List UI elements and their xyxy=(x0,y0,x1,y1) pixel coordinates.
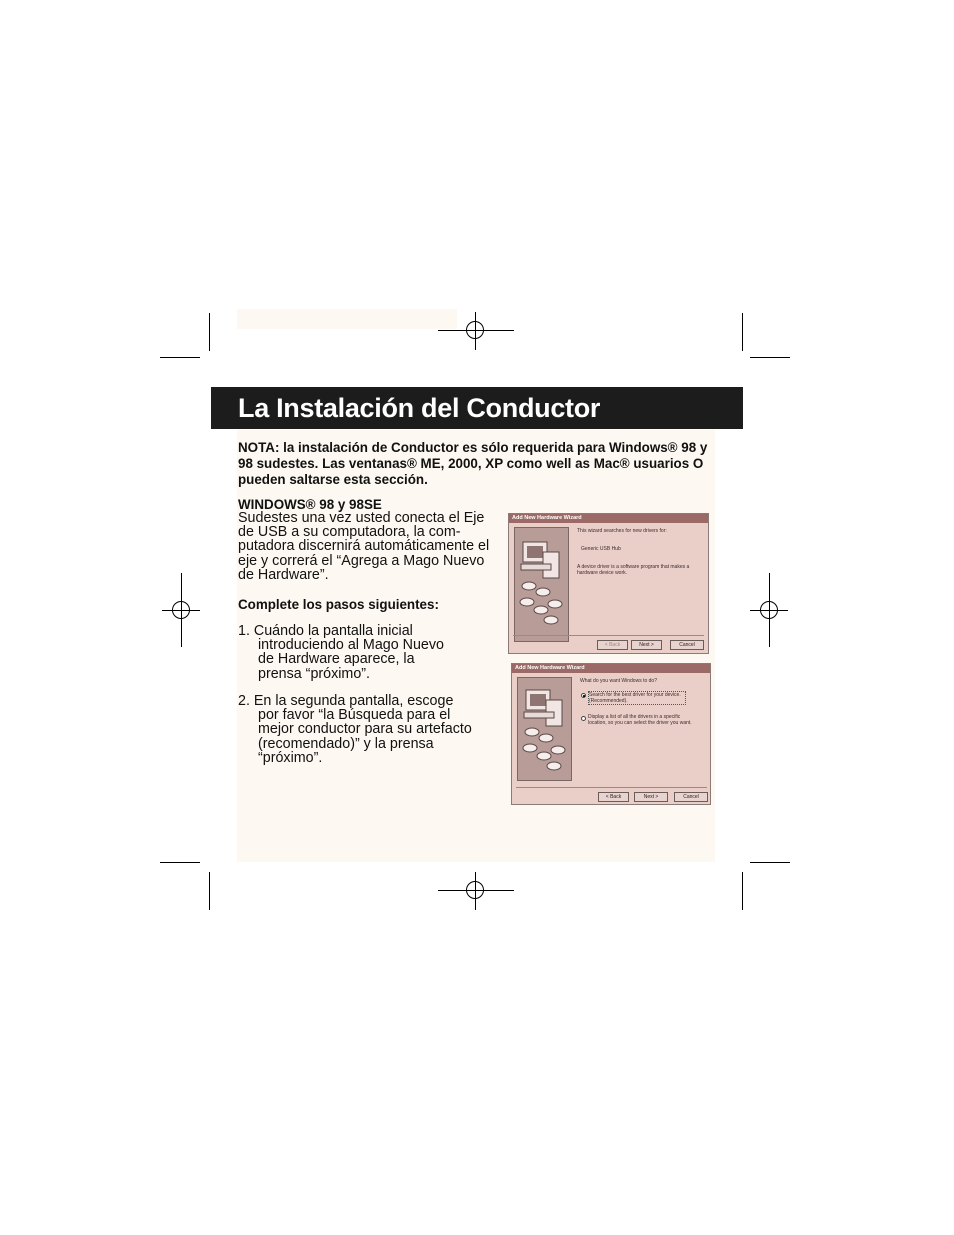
step-2-line: “próximo”. xyxy=(258,749,323,766)
back-button[interactable]: < Back xyxy=(597,640,628,650)
radio-display-list[interactable] xyxy=(581,716,586,721)
step-2 xyxy=(238,694,500,765)
wizard-2-separator xyxy=(516,787,707,788)
cancel-button[interactable]: Cancel xyxy=(674,792,708,802)
page-title: La Instalación del Conductor xyxy=(238,393,601,423)
note-text: NOTA: la instalación de Conductor es sólo requerida para Windows® 98 y 98 sudestes. Las ventanas® ME, 2000, XP como well as Mac® usuarios O pueden saltarse esta sección. xyxy=(238,440,708,487)
step-2-line: mejor conductor para su artefacto xyxy=(258,721,472,738)
next-button[interactable]: Next > xyxy=(634,792,668,802)
wizard-screenshot-2 xyxy=(511,663,711,805)
step-2-line: (recomendado)” y la prensa xyxy=(258,735,434,752)
title-bar xyxy=(211,387,743,429)
step-2-line: por favor “la Búsqueda para el xyxy=(258,707,451,724)
step-1-line: introduciendo al Mago Nuevo xyxy=(258,637,444,654)
step-2-first-line: 2. En la segunda pantalla, escoge xyxy=(238,693,454,709)
wizard-2-title: Add New Hardware Wizard xyxy=(512,664,710,673)
wizard-1-separator xyxy=(513,635,704,636)
radio-search-best-driver[interactable] xyxy=(581,693,586,698)
computer-icon xyxy=(515,528,568,641)
page-tint-top xyxy=(237,309,457,329)
step-1-first-line: 1. Cuándo la pantalla inicial xyxy=(238,623,413,639)
wizard-1-title: Add New Hardware Wizard xyxy=(509,514,708,523)
step-1 xyxy=(238,624,500,681)
wizard-2-question: What do you want Windows to do? xyxy=(580,678,657,684)
intro-text: Sudestes una vez usted conecta el Eje de USB a su computadora, la com- putadora discernirá automáticamente el eje y correrá el “Agrega a Mago Nuevo de Hardware”. xyxy=(238,510,490,583)
wizard-1-line1: This wizard searches for new drivers for: xyxy=(577,528,667,534)
step-1-line: prensa “próximo”. xyxy=(258,665,371,682)
computer-icon xyxy=(518,678,571,780)
cancel-button[interactable]: Cancel xyxy=(670,640,704,650)
wizard-2-art xyxy=(517,677,572,781)
step-1-line: de Hardware aparece, la xyxy=(258,651,415,668)
option-display-list[interactable]: Display a list of all the drivers in a specific location, so you can select the driver you want. xyxy=(588,714,692,726)
wizard-1-art xyxy=(514,527,569,642)
next-button[interactable]: Next > xyxy=(631,640,662,650)
wizard-screenshot-1 xyxy=(508,513,709,654)
steps-heading: Complete los pasos siguientes: xyxy=(238,597,439,612)
wizard-1-device: Generic USB Hub xyxy=(581,546,621,552)
option-search-best-driver[interactable]: Search for the best driver for your device. (Recommended). xyxy=(588,691,686,705)
back-button[interactable]: < Back xyxy=(598,792,629,802)
section-heading: WINDOWS® 98 y 98SE xyxy=(238,497,382,512)
wizard-1-line2: A device driver is a software program that makes a hardware device work. xyxy=(577,564,690,576)
